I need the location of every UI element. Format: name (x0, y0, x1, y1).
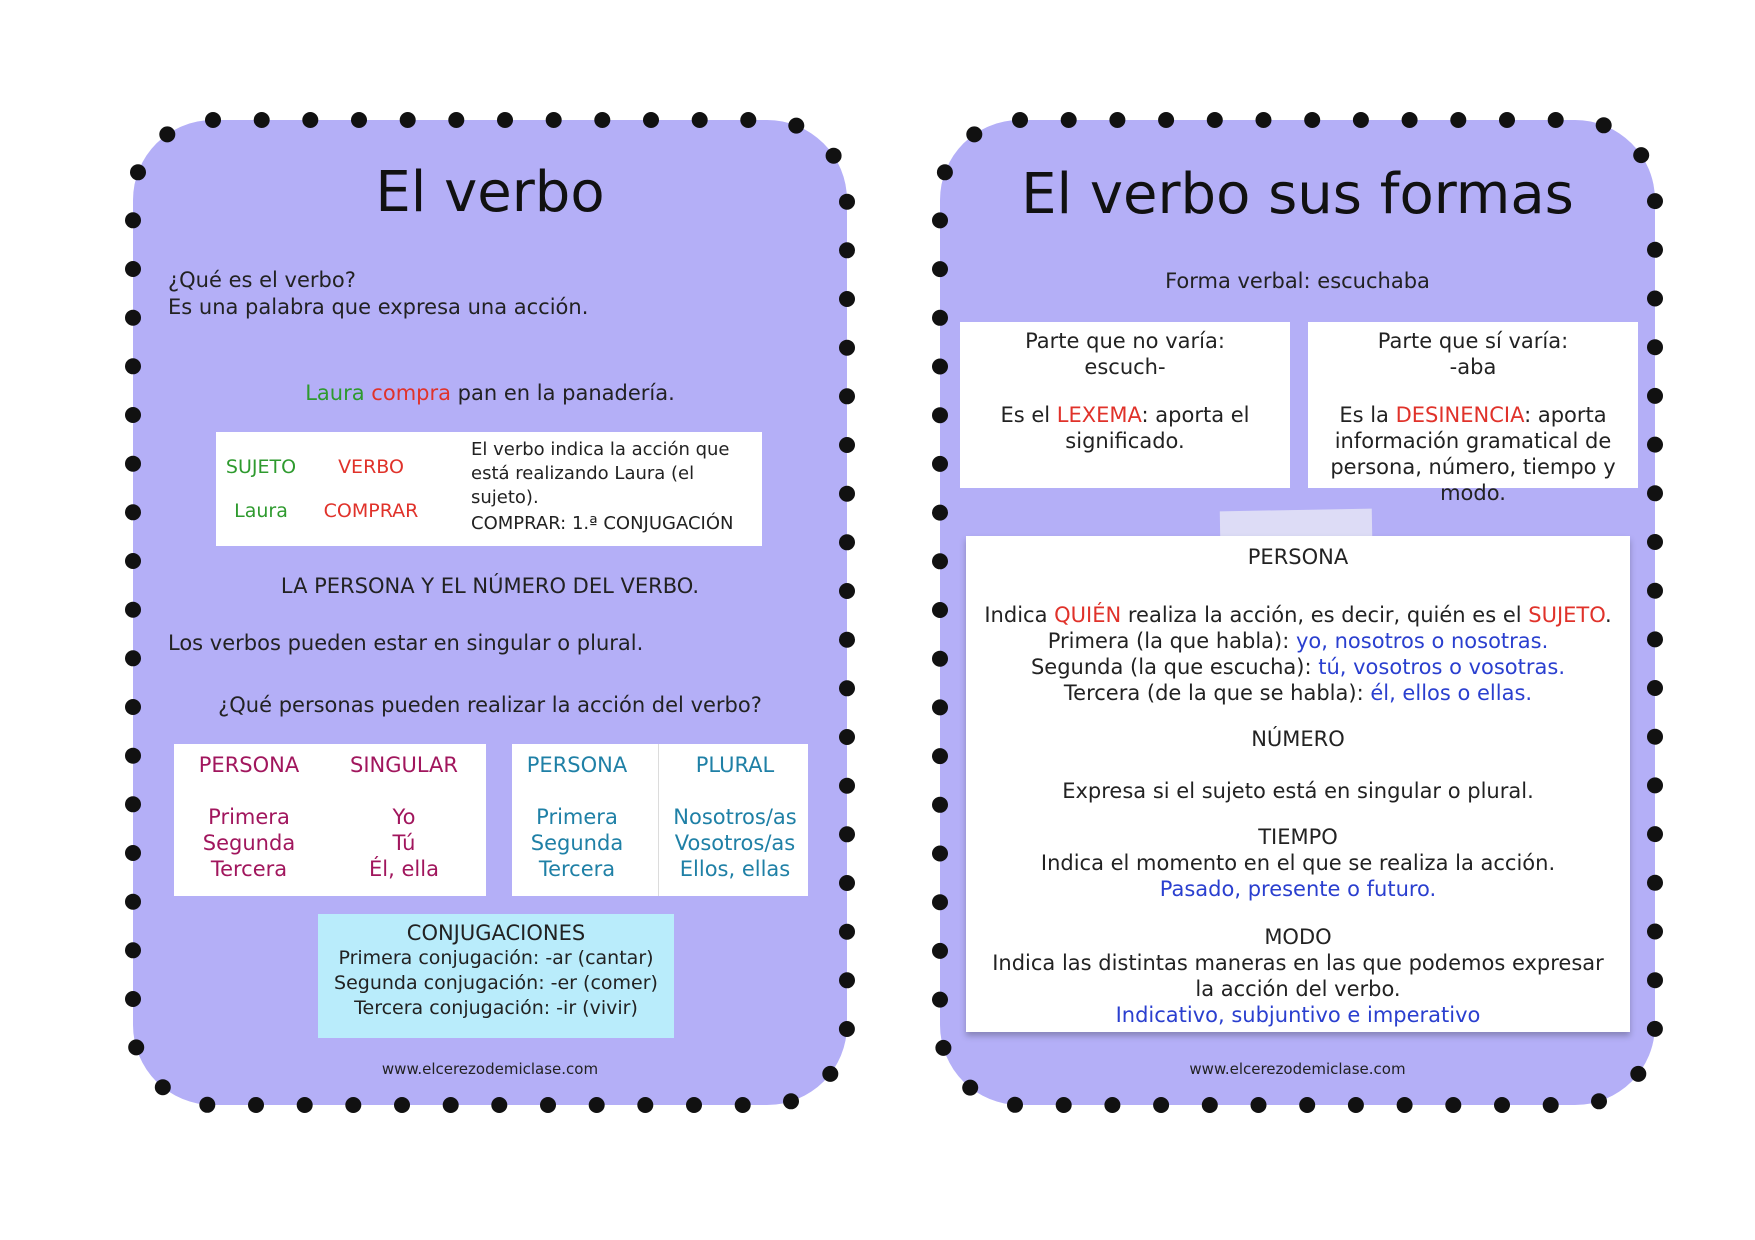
persona-primera (966, 628, 1630, 654)
desinencia-post: : aporta información gramatical de persona, número, tiempo y modo. (1330, 403, 1616, 505)
plural-persona-item: Segunda (530, 831, 624, 855)
example-subject-header: SUJETO (225, 456, 297, 478)
singular-pronoun-item: Tú (392, 831, 416, 855)
modo-title: MODO (1264, 925, 1332, 949)
persona-title: PERSONA (1247, 545, 1349, 569)
left-question: ¿Qué es el verbo? (168, 268, 356, 292)
persona-l1-pre: Indica (984, 603, 1055, 627)
tape-decoration (1220, 509, 1372, 540)
example-sentence (133, 380, 847, 406)
persona-segunda (966, 654, 1630, 680)
persona-numero-heading: LA PERSONA Y EL NÚMERO DEL VERBO. (280, 574, 700, 598)
plural-persona-header: PERSONA (526, 753, 628, 777)
persona-l1-key: QUIÉN (1054, 603, 1122, 627)
lexema-line1: Parte que no varía: (1025, 329, 1225, 353)
desinencia-line1: Parte que sí varía: (1377, 329, 1569, 353)
who-question: ¿Qué personas pueden realizar la acción del verbo? (218, 693, 762, 717)
segunda-label: Segunda (la que escucha): (1030, 655, 1319, 679)
left-title: El verbo (375, 160, 605, 225)
tercera-value: él, ellos o ellas. (1370, 681, 1533, 705)
right-url: www.elcerezodemiclase.com (1189, 1060, 1406, 1078)
lexema-desc (960, 402, 1290, 454)
example-explanation: El verbo indica la acción que está realizando Laura (el sujeto). (471, 439, 730, 508)
example-verb-header: VERBO (338, 456, 404, 478)
plural-table (512, 744, 808, 896)
conjugacion-line: Tercera conjugación: -ir (vivir) (354, 997, 638, 1019)
persona-l1-end: . (1604, 603, 1612, 627)
plural-persona-item: Primera (536, 805, 618, 829)
singular-plural-text: Los verbos pueden estar en singular o plural. (168, 631, 644, 655)
persona-tercera (966, 680, 1630, 706)
singular-table (174, 744, 486, 896)
conjugaciones-lines (318, 946, 674, 1021)
conjugacion-line: Primera conjugación: -ar (cantar) (338, 947, 654, 969)
modo-values: Indicativo, subjuntivo e imperativo (1115, 1003, 1481, 1027)
numero-title: NÚMERO (1251, 727, 1345, 751)
desinencia-line2: -aba (1449, 355, 1497, 379)
desinencia-key: DESINENCIA (1395, 403, 1525, 427)
example-rest: pan en la panadería. (457, 381, 675, 405)
lexema-post: : aporta el significado. (1065, 403, 1250, 453)
primera-value: yo, nosotros o nosotras. (1296, 629, 1549, 653)
example-subject-value: Laura (234, 500, 288, 522)
singular-persona-item: Tercera (210, 857, 288, 881)
modo-text: Indica las distintas maneras en las que podemos expresar la acción del verbo. (992, 951, 1604, 1001)
desinencia-box (1308, 322, 1638, 505)
lexema-box (960, 322, 1290, 488)
example-conjugation: COMPRAR: 1.ª CONJUGACIÓN (471, 513, 734, 534)
singular-persona-item: Segunda (202, 831, 296, 855)
plural-pronoun-item: Vosotros/as (674, 831, 796, 855)
info-box (966, 536, 1630, 1032)
conjugacion-line: Segunda conjugación: -er (comer) (334, 972, 658, 994)
numero-text: Expresa si el sujeto está en singular o plural. (1062, 779, 1534, 803)
lexema-pre: Es el (1000, 403, 1057, 427)
left-url: www.elcerezodemiclase.com (381, 1060, 599, 1078)
plural-divider (658, 744, 659, 896)
tercera-label: Tercera (de la que se habla): (1063, 681, 1371, 705)
primera-label: Primera (la que habla): (1047, 629, 1296, 653)
example-verb-value: COMPRAR (323, 500, 419, 522)
tiempo-values: Pasado, presente o futuro. (1159, 877, 1437, 901)
lexema-line2: escuch- (1084, 355, 1166, 379)
tiempo-title: TIEMPO (1258, 825, 1338, 849)
conjugaciones-box (318, 914, 674, 1038)
singular-persona-header: PERSONA (198, 753, 300, 777)
singular-personas (174, 804, 324, 882)
singular-header: SINGULAR (349, 753, 458, 777)
conjugaciones-title: CONJUGACIONES (406, 921, 586, 945)
desinencia-desc (1308, 402, 1638, 506)
plural-header: PLURAL (695, 753, 775, 777)
plural-pronoun-item: Ellos, ellas (679, 857, 791, 881)
singular-pronoun-item: Él, ella (369, 857, 439, 881)
forma-verbal: Forma verbal: escuchaba (1165, 269, 1430, 293)
example-table (216, 432, 762, 546)
plural-pronoun-item: Nosotros/as (673, 805, 797, 829)
segunda-value: tú, vosotros o vosotras. (1318, 655, 1566, 679)
example-verb: compra (371, 381, 451, 405)
tiempo-text: Indica el momento en el que se realiza la acción. (1040, 851, 1556, 875)
persona-l1-key2: SUJETO (1528, 603, 1605, 627)
persona-line1 (966, 602, 1630, 628)
persona-l1-mid: realiza la acción, es decir, quién es el (1121, 603, 1529, 627)
lexema-key: LEXEMA (1056, 403, 1142, 427)
right-title: El verbo sus formas (1021, 162, 1574, 227)
plural-persona-item: Tercera (538, 857, 616, 881)
singular-pronouns (329, 804, 479, 882)
plural-personas (512, 804, 642, 882)
singular-pronoun-item: Yo (392, 805, 416, 829)
plural-pronouns (662, 804, 808, 882)
left-answer: Es una palabra que expresa una acción. (168, 295, 589, 319)
desinencia-pre: Es la (1339, 403, 1396, 427)
singular-persona-item: Primera (208, 805, 290, 829)
example-subject: Laura (305, 381, 365, 405)
